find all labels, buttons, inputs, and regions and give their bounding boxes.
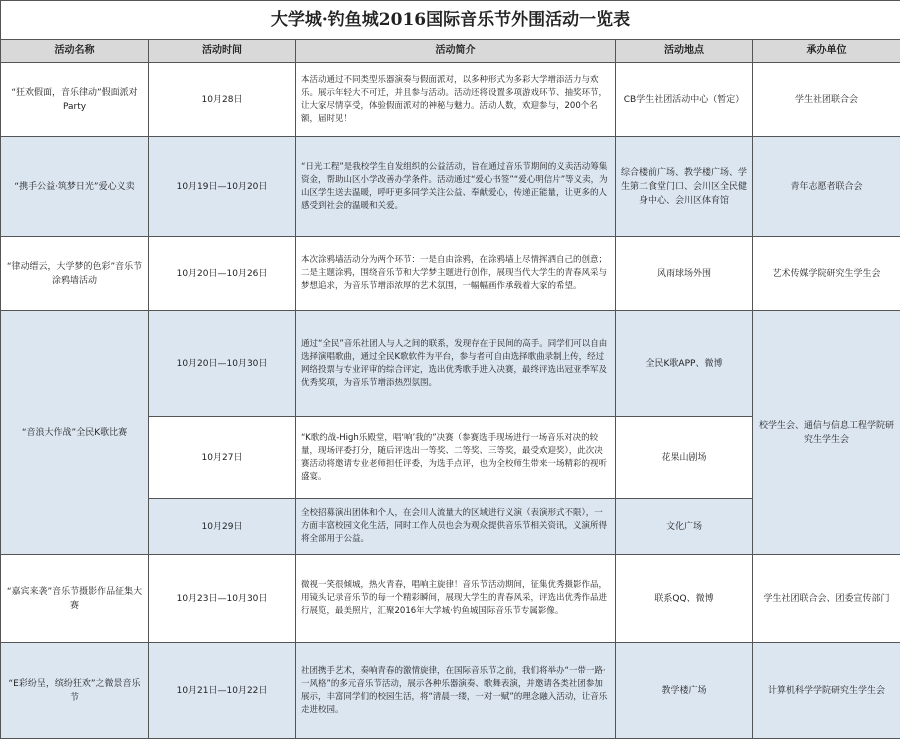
- activity-name: “律动缙云，大学梦的色彩”音乐节涂鸦墙活动: [1, 237, 149, 311]
- activity-name: “E彩纷呈，缤纷狂欢”之微景音乐节: [1, 643, 149, 739]
- activity-org: 计算机科学学院研究生学生会: [753, 643, 900, 739]
- activity-org: 青年志愿者联合会: [753, 137, 900, 237]
- activity-time: 10月21日—10月22日: [149, 643, 296, 739]
- table-title: 大学城·钓鱼城2016国际音乐节外围活动一览表: [1, 1, 900, 40]
- table-row: [1, 237, 900, 311]
- header-desc: 活动简介: [296, 40, 616, 63]
- activity-place: 联系QQ、微博: [616, 555, 753, 643]
- activity-place: CB学生社团活动中心（暂定）: [616, 63, 753, 137]
- activity-org: 艺术传媒学院研究生学生会: [753, 237, 900, 311]
- header-name: 活动名称: [1, 40, 149, 63]
- activity-place: 花果山剧场: [616, 417, 753, 499]
- activity-desc: 微视一笑很倾城，热火青春，唱响主旋律！音乐节活动期间，征集优秀摄影作品，用镜头记录音乐节的每一个精彩瞬间，展现大学生的青春风采，评选出优秀作品进行展览，最美照片，汇聚2016年大学城·钓鱼城国际音乐节专属影像。: [296, 555, 616, 643]
- table-row: [1, 311, 900, 417]
- activity-time: 10月23日—10月30日: [149, 555, 296, 643]
- activity-time: 10月20日—10月30日: [149, 311, 296, 417]
- activity-desc: 本活动通过不同类型乐器演奏与假面派对，以多种形式为多彩大学增添活力与欢乐。展示年轻大不可迁，并且参与活动。活动还将设置多项游戏环节、抽奖环节，让大家尽情享受，体验假面派对的神秘与魅力。活动人数，欢迎参与，200个名额，届时见！: [296, 63, 616, 137]
- activity-place: 教学楼广场: [616, 643, 753, 739]
- table-row: [1, 63, 900, 137]
- activity-name: “携手公益·筑梦日光”爱心义卖: [1, 137, 149, 237]
- activity-time: 10月20日—10月26日: [149, 237, 296, 311]
- activity-name: “嘉宾来袭”音乐节摄影作品征集大赛: [1, 555, 149, 643]
- activity-org: 学生社团联合会: [753, 63, 900, 137]
- table-row: [1, 137, 900, 237]
- header-time: 活动时间: [149, 40, 296, 63]
- activity-desc: 通过“全民”音乐社团人与人之间的联系，发现存在于民间的高手。同学们可以自由选择演唱歌曲，通过全民K歌软件为平台，参与者可自由选择歌曲录制上传，经过网络投票与专业评审的综合评定，选出优秀歌手进入决赛，最终评选出冠亚季军及优秀奖项，为音乐节增添热烈氛围。: [296, 311, 616, 417]
- activity-place: 文化广场: [616, 499, 753, 555]
- header-place: 活动地点: [616, 40, 753, 63]
- activity-time: 10月29日: [149, 499, 296, 555]
- table-row: [1, 555, 900, 643]
- activity-place: 综合楼前广场、教学楼广场、学生第二食堂门口、会川区全民健身中心、会川区体育馆: [616, 137, 753, 237]
- activity-desc: “日光工程”是我校学生自发组织的公益活动，旨在通过音乐节期间的义卖活动筹集资金，帮助山区小学改善办学条件。活动通过“爱心书签”“爱心明信片”等义卖，为山区学生送去温暖，呼吁更多同学关注公益、奉献爱心，传递正能量，让更多的人感受到社会的温暖和关爱。: [296, 137, 616, 237]
- activity-desc: 全校招募演出团体和个人，在会川人流量大的区域进行义演（表演形式不限），一方面丰富校园文化生活，同时工作人员也会为观众提供音乐节相关资讯，义演所得将全部用于公益。: [296, 499, 616, 555]
- table-row: [1, 643, 900, 739]
- activity-place: 全民K歌APP、微博: [616, 311, 753, 417]
- activity-time: 10月27日: [149, 417, 296, 499]
- activity-org: 校学生会、通信与信息工程学院研究生学生会: [753, 311, 900, 555]
- activity-org: 学生社团联合会、团委宣传部门: [753, 555, 900, 643]
- activity-time: 10月19日—10月20日: [149, 137, 296, 237]
- activity-name: “音浪大作战”全民K歌比赛: [1, 311, 149, 555]
- activity-desc: 社团携手艺术，奏响青春的激情旋律，在国际音乐节之前，我们将举办“一带一路·一风格”的多元音乐节活动，展示各种乐器演奏、歌舞表演，并邀请各类社团参加展示，丰富同学们的校园生活，将“清晨一缕，一对一赋”的理念融入活动，让音乐走进校园。: [296, 643, 616, 739]
- activity-time: 10月28日: [149, 63, 296, 137]
- activity-desc: “K歌约战-High乐殿堂，唱‘响’我的”决赛（参赛选手现场进行一场音乐对决的较量，现场评委打分，随后评选出一等奖、二等奖、三等奖，最受欢迎奖），此次决赛活动将邀请专业老师担任评委，为选手点评，也为全校师生带来一场精彩的视听盛宴。: [296, 417, 616, 499]
- activity-place: 风雨球场外围: [616, 237, 753, 311]
- activity-name: “狂欢假面，音乐律动”假面派对Party: [1, 63, 149, 137]
- activity-desc: 本次涂鸦墙活动分为两个环节：一是自由涂鸦，在涂鸦墙上尽情挥洒自己的创意；二是主题涂鸦，围绕音乐节和大学梦主题进行创作，展现当代大学生的青春风采与梦想追求，为音乐节增添浓厚的艺术氛围，一幅幅画作承载着大家的希望。: [296, 237, 616, 311]
- header-org: 承办单位: [753, 40, 900, 63]
